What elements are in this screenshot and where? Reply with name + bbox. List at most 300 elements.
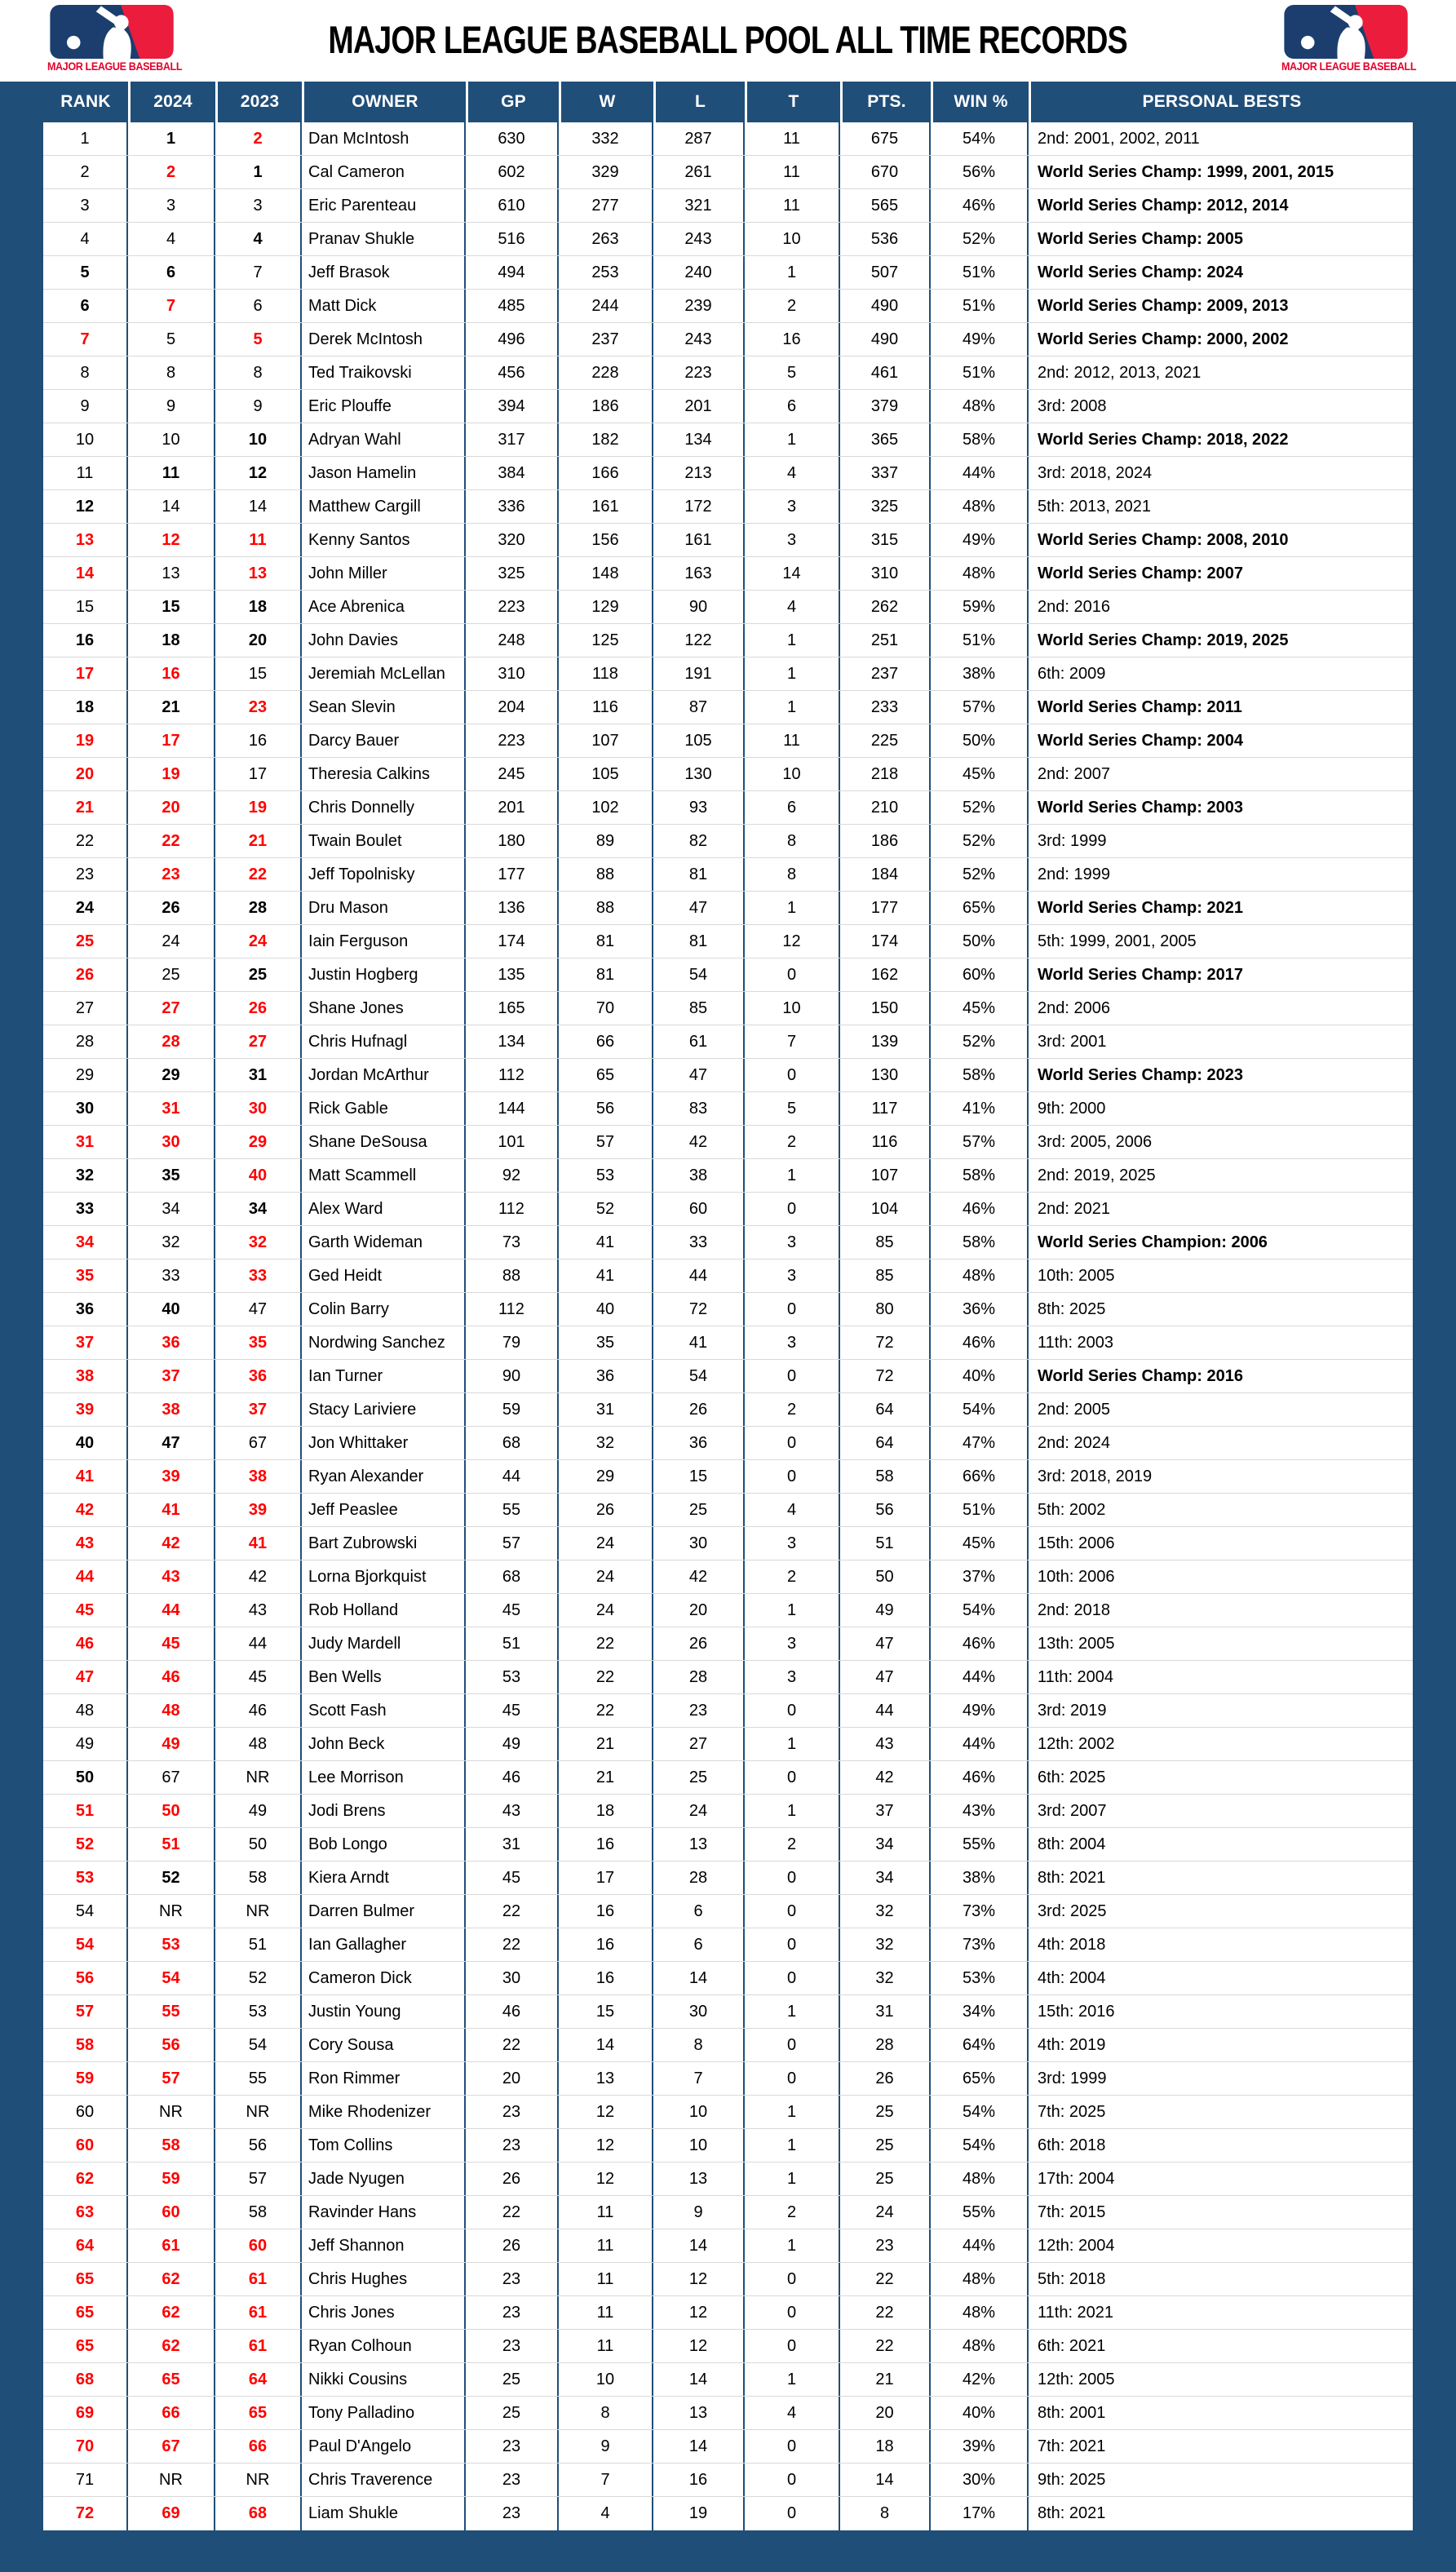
rank-cell: 29: [43, 1059, 128, 1091]
points-cell: 25: [840, 2096, 931, 2128]
table-row: [43, 1995, 1413, 2029]
gp-cell: 134: [466, 1025, 559, 1058]
wins-cell: 24: [559, 1560, 653, 1593]
ties-cell: 3: [745, 1661, 840, 1693]
gp-cell: 456: [466, 356, 559, 389]
wins-cell: 52: [559, 1193, 653, 1225]
win-pct-cell: 65%: [931, 892, 1029, 924]
year-2023-cell: 50: [215, 1828, 302, 1861]
gp-cell: 223: [466, 724, 559, 757]
personal-best-cell: World Series Champ: 2011: [1038, 697, 1242, 716]
personal-best-cell: 2nd: 2024: [1038, 1433, 1110, 1452]
personal-best-cell: World Series Champ: 2018, 2022: [1038, 430, 1289, 449]
year-2023-cell: NR: [215, 2464, 302, 2496]
gp-cell: 23: [466, 2096, 559, 2128]
header-area: [0, 0, 1456, 82]
table-row: [43, 958, 1413, 992]
year-2023-cell: 38: [215, 1460, 302, 1493]
year-2024-cell: 54: [128, 1962, 215, 1994]
year-2024-cell: 39: [128, 1460, 215, 1493]
table-row: [43, 1494, 1413, 1527]
wins-cell: 32: [559, 1427, 653, 1459]
mlb-logo-right: [1277, 3, 1415, 73]
owner-cell: Jeremiah McLellan: [302, 657, 466, 690]
owner-cell: Ted Traikovski: [302, 356, 466, 389]
wins-cell: 9: [559, 2430, 653, 2463]
table-row: [43, 1193, 1413, 1226]
losses-cell: 30: [653, 1995, 745, 2028]
personal-best-cell: 6th: 2025: [1038, 1768, 1106, 1786]
ties-cell: 0: [745, 958, 840, 991]
owner-cell: John Davies: [302, 624, 466, 657]
wins-cell: 22: [559, 1661, 653, 1693]
points-cell: 72: [840, 1326, 931, 1359]
owner-cell: Lorna Bjorkquist: [302, 1560, 466, 1593]
personal-best-cell: 13th: 2005: [1038, 1634, 1115, 1653]
gp-cell: 57: [466, 1527, 559, 1560]
year-2023-cell: 16: [215, 724, 302, 757]
table-row: [43, 758, 1413, 791]
owner-cell: Jeff Topolnisky: [302, 858, 466, 891]
owner-cell: Shane DeSousa: [302, 1126, 466, 1158]
rank-cell: 40: [43, 1427, 128, 1459]
table-row: [43, 557, 1413, 591]
win-pct-cell: 54%: [931, 2129, 1029, 2162]
gp-cell: 101: [466, 1126, 559, 1158]
points-cell: 47: [840, 1627, 931, 1660]
losses-cell: 61: [653, 1025, 745, 1058]
year-2024-cell: 23: [128, 858, 215, 891]
gp-cell: 165: [466, 992, 559, 1025]
gp-cell: 223: [466, 591, 559, 623]
table-row: [43, 2062, 1413, 2096]
personal-best-cell: 3rd: 2018, 2024: [1038, 463, 1153, 482]
rank-cell: 65: [43, 2263, 128, 2295]
win-pct-cell: 40%: [931, 2397, 1029, 2429]
ties-cell: 3: [745, 1259, 840, 1292]
losses-cell: 14: [653, 1962, 745, 1994]
year-2024-cell: 49: [128, 1728, 215, 1760]
personal-best-cell: 3rd: 2008: [1038, 396, 1107, 415]
ties-cell: 0: [745, 1427, 840, 1459]
losses-cell: 90: [653, 591, 745, 623]
table-row: [43, 189, 1413, 223]
win-pct-cell: 47%: [931, 1427, 1029, 1459]
personal-best-cell: 2nd: 2006: [1038, 998, 1110, 1017]
owner-cell: Liam Shukle: [302, 2497, 466, 2530]
table-row: [43, 791, 1413, 825]
ties-cell: 2: [745, 290, 840, 322]
personal-best-cell: 2nd: 2012, 2013, 2021: [1038, 363, 1202, 382]
wins-cell: 40: [559, 1293, 653, 1326]
losses-cell: 10: [653, 2096, 745, 2128]
owner-cell: Matt Scammell: [302, 1159, 466, 1192]
rank-cell: 22: [43, 825, 128, 857]
personal-best-cell: 2nd: 2005: [1038, 1400, 1110, 1419]
win-pct-cell: 45%: [931, 1527, 1029, 1560]
year-2023-cell: 23: [215, 691, 302, 724]
year-2023-cell: 18: [215, 591, 302, 623]
gp-cell: 25: [466, 2363, 559, 2396]
owner-cell: Chris Hughes: [302, 2263, 466, 2295]
wins-cell: 16: [559, 1828, 653, 1861]
wins-cell: 13: [559, 2062, 653, 2095]
win-pct-cell: 51%: [931, 356, 1029, 389]
table-row: [43, 2464, 1413, 2497]
year-2024-cell: 67: [128, 2430, 215, 2463]
ties-cell: 11: [745, 122, 840, 155]
owner-cell: John Miller: [302, 557, 466, 590]
gp-cell: 136: [466, 892, 559, 924]
rank-cell: 7: [43, 323, 128, 356]
ties-cell: 1: [745, 1795, 840, 1827]
win-pct-cell: 52%: [931, 858, 1029, 891]
owner-cell: Adryan Wahl: [302, 423, 466, 456]
year-2024-cell: 34: [128, 1193, 215, 1225]
personal-best-cell: World Series Champ: 2007: [1038, 564, 1243, 582]
personal-best-cell: 7th: 2021: [1038, 2437, 1106, 2455]
rank-cell: 11: [43, 457, 128, 489]
year-2024-cell: 35: [128, 1159, 215, 1192]
ties-cell: 11: [745, 724, 840, 757]
year-2023-cell: 61: [215, 2330, 302, 2362]
wins-cell: 35: [559, 1326, 653, 1359]
year-2023-cell: 11: [215, 524, 302, 556]
win-pct-cell: 49%: [931, 524, 1029, 556]
table-row: [43, 323, 1413, 356]
losses-cell: 13: [653, 2163, 745, 2195]
points-cell: 28: [840, 2029, 931, 2061]
personal-best-cell: 3rd: 2001: [1038, 1032, 1107, 1051]
table-row: [43, 1795, 1413, 1828]
ties-cell: 0: [745, 2062, 840, 2095]
year-2023-cell: 53: [215, 1995, 302, 2028]
losses-cell: 191: [653, 657, 745, 690]
year-2023-cell: 26: [215, 992, 302, 1025]
points-cell: 22: [840, 2296, 931, 2329]
ties-cell: 0: [745, 2330, 840, 2362]
points-cell: 210: [840, 791, 931, 824]
year-2023-cell: 5: [215, 323, 302, 356]
ties-cell: 2: [745, 1126, 840, 1158]
wins-cell: 41: [559, 1226, 653, 1259]
points-cell: 14: [840, 2464, 931, 2496]
ties-cell: 3: [745, 1226, 840, 1259]
year-2024-cell: 67: [128, 1761, 215, 1794]
year-2024-cell: NR: [128, 2464, 215, 2496]
ties-cell: 0: [745, 2029, 840, 2061]
table-row: [43, 1393, 1413, 1427]
points-cell: 8: [840, 2497, 931, 2530]
rank-cell: 9: [43, 390, 128, 423]
points-cell: 379: [840, 390, 931, 423]
table-row: [43, 1293, 1413, 1326]
gp-cell: 177: [466, 858, 559, 891]
wins-cell: 89: [559, 825, 653, 857]
table-row: [43, 1694, 1413, 1728]
gp-cell: 23: [466, 2430, 559, 2463]
owner-cell: Matthew Cargill: [302, 490, 466, 523]
wins-cell: 14: [559, 2029, 653, 2061]
ties-cell: 10: [745, 992, 840, 1025]
year-2023-cell: 22: [215, 858, 302, 891]
personal-best-cell: World Series Champ: 2024: [1038, 263, 1243, 281]
owner-cell: John Beck: [302, 1728, 466, 1760]
gp-cell: 201: [466, 791, 559, 824]
column-header-2024: 2024: [128, 82, 215, 122]
personal-best-cell: World Series Champ: 2017: [1038, 965, 1243, 984]
owner-cell: Jeff Shannon: [302, 2229, 466, 2262]
win-pct-cell: 48%: [931, 490, 1029, 523]
rank-cell: 45: [43, 1594, 128, 1627]
personal-best-cell: 2nd: 2016: [1038, 597, 1110, 616]
points-cell: 315: [840, 524, 931, 556]
ties-cell: 0: [745, 2497, 840, 2530]
ties-cell: 1: [745, 892, 840, 924]
wins-cell: 332: [559, 122, 653, 155]
owner-cell: Jon Whittaker: [302, 1427, 466, 1459]
gp-cell: 317: [466, 423, 559, 456]
rank-cell: 53: [43, 1861, 128, 1894]
owner-cell: Ryan Alexander: [302, 1460, 466, 1493]
owner-cell: Jordan McArthur: [302, 1059, 466, 1091]
win-pct-cell: 48%: [931, 1259, 1029, 1292]
win-pct-cell: 49%: [931, 323, 1029, 356]
losses-cell: 163: [653, 557, 745, 590]
personal-best-cell: World Series Champ: 2008, 2010: [1038, 530, 1289, 549]
personal-best-cell: 3rd: 2005, 2006: [1038, 1132, 1153, 1151]
win-pct-cell: 48%: [931, 2163, 1029, 2195]
points-cell: 31: [840, 1995, 931, 2028]
records-table: [43, 122, 1413, 2530]
win-pct-cell: 56%: [931, 156, 1029, 188]
gp-cell: 630: [466, 122, 559, 155]
year-2024-cell: 19: [128, 758, 215, 790]
owner-cell: Dan McIntosh: [302, 122, 466, 155]
owner-cell: Theresia Calkins: [302, 758, 466, 790]
ties-cell: 10: [745, 223, 840, 255]
year-2023-cell: 61: [215, 2263, 302, 2295]
year-2023-cell: 29: [215, 1126, 302, 1158]
gp-cell: 602: [466, 156, 559, 188]
year-2023-cell: 39: [215, 1494, 302, 1526]
ties-cell: 2: [745, 1560, 840, 1593]
ties-cell: 0: [745, 1895, 840, 1928]
owner-cell: Bob Longo: [302, 1828, 466, 1861]
ties-cell: 0: [745, 1962, 840, 1994]
losses-cell: 287: [653, 122, 745, 155]
gp-cell: 22: [466, 2029, 559, 2061]
wins-cell: 22: [559, 1694, 653, 1727]
ties-cell: 0: [745, 1460, 840, 1493]
table-row: [43, 2163, 1413, 2196]
table-row: [43, 1828, 1413, 1861]
owner-cell: Chris Hufnagl: [302, 1025, 466, 1058]
year-2024-cell: 59: [128, 2163, 215, 2195]
rank-cell: 51: [43, 1795, 128, 1827]
ties-cell: 10: [745, 758, 840, 790]
year-2024-cell: 17: [128, 724, 215, 757]
rank-cell: 19: [43, 724, 128, 757]
gp-cell: 88: [466, 1259, 559, 1292]
wins-cell: 16: [559, 1928, 653, 1961]
personal-best-cell: 3rd: 2018, 2019: [1038, 1467, 1153, 1485]
page-title: MAJOR LEAGUE BASEBALL POOL ALL TIME RECORDS: [328, 17, 1128, 61]
owner-cell: Dru Mason: [302, 892, 466, 924]
points-cell: 43: [840, 1728, 931, 1760]
table-row: [43, 356, 1413, 390]
gp-cell: 248: [466, 624, 559, 657]
win-pct-cell: 58%: [931, 423, 1029, 456]
points-cell: 22: [840, 2330, 931, 2362]
gp-cell: 23: [466, 2497, 559, 2530]
personal-best-cell: 11th: 2003: [1038, 1333, 1114, 1352]
year-2023-cell: 28: [215, 892, 302, 924]
rank-cell: 35: [43, 1259, 128, 1292]
personal-best-cell: 2nd: 2001, 2002, 2011: [1038, 129, 1200, 148]
table-row: [43, 1928, 1413, 1962]
year-2023-cell: 1: [215, 156, 302, 188]
losses-cell: 60: [653, 1193, 745, 1225]
personal-best-cell: 15th: 2016: [1038, 2002, 1115, 2021]
personal-best-cell: World Series Champ: 2023: [1038, 1065, 1243, 1084]
owner-cell: Jeff Brasok: [302, 256, 466, 289]
wins-cell: 102: [559, 791, 653, 824]
points-cell: 85: [840, 1226, 931, 1259]
losses-cell: 12: [653, 2330, 745, 2362]
ties-cell: 2: [745, 2196, 840, 2229]
win-pct-cell: 55%: [931, 2196, 1029, 2229]
points-cell: 18: [840, 2430, 931, 2463]
win-pct-cell: 48%: [931, 2330, 1029, 2362]
ties-cell: 3: [745, 1527, 840, 1560]
points-cell: 51: [840, 1527, 931, 1560]
wins-cell: 182: [559, 423, 653, 456]
points-cell: 26: [840, 2062, 931, 2095]
year-2023-cell: 14: [215, 490, 302, 523]
personal-best-cell: 5th: 2018: [1038, 2269, 1106, 2288]
losses-cell: 24: [653, 1795, 745, 1827]
ties-cell: 3: [745, 524, 840, 556]
wins-cell: 11: [559, 2263, 653, 2295]
owner-cell: Ian Gallagher: [302, 1928, 466, 1961]
ties-cell: 0: [745, 2263, 840, 2295]
table-row: [43, 1326, 1413, 1360]
owner-cell: Jason Hamelin: [302, 457, 466, 489]
rank-cell: 68: [43, 2363, 128, 2396]
losses-cell: 15: [653, 1460, 745, 1493]
column-header-w: W: [559, 82, 653, 122]
gp-cell: 68: [466, 1560, 559, 1593]
wins-cell: 12: [559, 2163, 653, 2195]
year-2024-cell: 11: [128, 457, 215, 489]
gp-cell: 245: [466, 758, 559, 790]
losses-cell: 28: [653, 1861, 745, 1894]
year-2024-cell: 9: [128, 390, 215, 423]
points-cell: 162: [840, 958, 931, 991]
personal-best-cell: World Series Champ: 2004: [1038, 731, 1243, 750]
rank-cell: 59: [43, 2062, 128, 2095]
owner-cell: Kenny Santos: [302, 524, 466, 556]
year-2023-cell: 55: [215, 2062, 302, 2095]
personal-best-cell: 15th: 2006: [1038, 1534, 1115, 1552]
rank-cell: 5: [43, 256, 128, 289]
mlb-wordmark: MAJOR LEAGUE BASEBALL: [1281, 60, 1417, 73]
year-2023-cell: 46: [215, 1694, 302, 1727]
wins-cell: 16: [559, 1895, 653, 1928]
rank-cell: 62: [43, 2163, 128, 2195]
points-cell: 49: [840, 1594, 931, 1627]
gp-cell: 30: [466, 1962, 559, 1994]
losses-cell: 81: [653, 858, 745, 891]
losses-cell: 36: [653, 1427, 745, 1459]
column-header-owner: OWNER: [302, 82, 466, 122]
wins-cell: 116: [559, 691, 653, 724]
points-cell: 262: [840, 591, 931, 623]
wins-cell: 237: [559, 323, 653, 356]
year-2023-cell: 24: [215, 925, 302, 958]
owner-cell: Tom Collins: [302, 2129, 466, 2162]
year-2023-cell: 4: [215, 223, 302, 255]
table-row: [43, 2330, 1413, 2363]
rank-cell: 26: [43, 958, 128, 991]
losses-cell: 172: [653, 490, 745, 523]
gp-cell: 90: [466, 1360, 559, 1392]
win-pct-cell: 57%: [931, 1126, 1029, 1158]
losses-cell: 85: [653, 992, 745, 1025]
losses-cell: 44: [653, 1259, 745, 1292]
personal-best-cell: 7th: 2025: [1038, 2102, 1106, 2121]
rank-cell: 10: [43, 423, 128, 456]
rank-cell: 12: [43, 490, 128, 523]
year-2023-cell: 45: [215, 1661, 302, 1693]
points-cell: 251: [840, 624, 931, 657]
ties-cell: 1: [745, 691, 840, 724]
wins-cell: 8: [559, 2397, 653, 2429]
win-pct-cell: 37%: [931, 1560, 1029, 1593]
year-2024-cell: 13: [128, 557, 215, 590]
win-pct-cell: 53%: [931, 1962, 1029, 1994]
gp-cell: 26: [466, 2229, 559, 2262]
year-2023-cell: 27: [215, 1025, 302, 1058]
year-2024-cell: 40: [128, 1293, 215, 1326]
gp-cell: 112: [466, 1059, 559, 1091]
ties-cell: 16: [745, 323, 840, 356]
column-header-win: WIN %: [931, 82, 1029, 122]
personal-best-cell: World Series Champion: 2006: [1038, 1233, 1268, 1251]
personal-best-cell: 3rd: 2019: [1038, 1701, 1107, 1720]
points-cell: 675: [840, 122, 931, 155]
gp-cell: 23: [466, 2296, 559, 2329]
gp-cell: 610: [466, 189, 559, 222]
ties-cell: 1: [745, 256, 840, 289]
owner-cell: Cameron Dick: [302, 1962, 466, 1994]
year-2023-cell: 31: [215, 1059, 302, 1091]
gp-cell: 394: [466, 390, 559, 423]
year-2024-cell: 28: [128, 1025, 215, 1058]
year-2023-cell: 60: [215, 2229, 302, 2262]
wins-cell: 26: [559, 1494, 653, 1526]
year-2024-cell: 16: [128, 657, 215, 690]
owner-cell: Cory Sousa: [302, 2029, 466, 2061]
rank-cell: 14: [43, 557, 128, 590]
win-pct-cell: 46%: [931, 1627, 1029, 1660]
year-2024-cell: 41: [128, 1494, 215, 1526]
losses-cell: 87: [653, 691, 745, 724]
year-2024-cell: 47: [128, 1427, 215, 1459]
losses-cell: 130: [653, 758, 745, 790]
wins-cell: 66: [559, 1025, 653, 1058]
